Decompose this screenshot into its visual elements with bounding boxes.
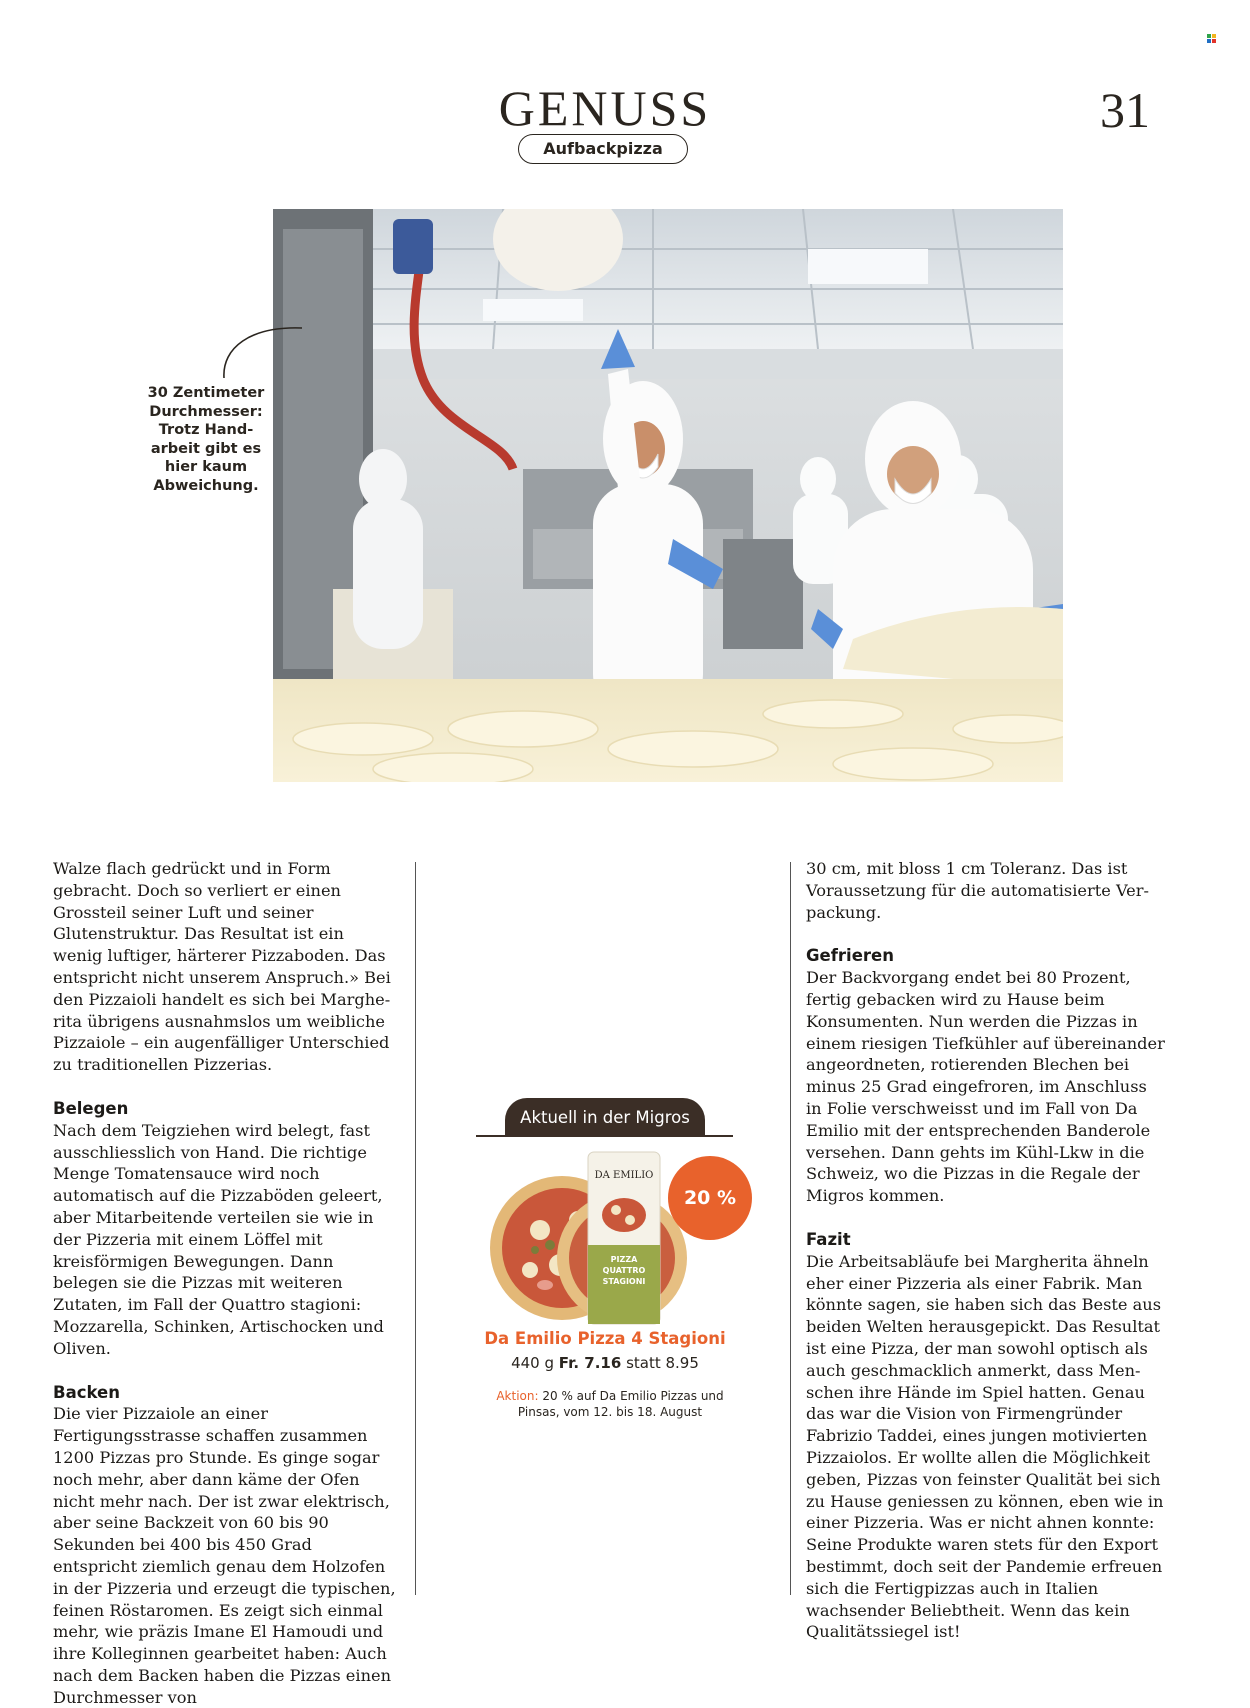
promo-label: Aktion: <box>496 1389 539 1403</box>
caption-pointer-line <box>210 320 310 380</box>
factory-photo <box>273 209 1063 782</box>
page-number: 31 <box>1100 82 1150 138</box>
topic-pill: Aufbackpizza <box>518 134 688 164</box>
ad-tab-label: Aktuell in der Migros <box>505 1098 705 1136</box>
product-name: Da Emilio Pizza 4 Stagioni <box>484 1329 726 1348</box>
product-weight: 440 g <box>511 1354 555 1372</box>
section-title: GENUSS <box>498 80 712 136</box>
ad-divider <box>476 1135 733 1137</box>
subheading-belegen: Belegen <box>53 1098 129 1118</box>
subheading-backen: Backen <box>53 1382 120 1402</box>
promo-note <box>490 1388 730 1420</box>
paragraph: Die Arbeitsabläufe bei Margherita ähneln eher einer Pizzeria als einer Fabrik. Man könnte sagen, sie haben sich das Beste aus beiden Welten herausgepickt. Das Resultat ist eine Pizza, der man sowohl optisch als auch geschmacklich anmerkt, dass Menschen ihre Hände im Spiel hatten. Genau das war die Vision von Firmengründer Fabrizio Taddei, eines jungen motivierten Pizzaiolos. Er wollte allen die Möglichkeit geben, Pizzas von feinster Qualität bei sich zu Hause geniessen zu können, eben wie in einer Pizzeria. Was er nicht ahnen konnte: Seine Produkte waren stets für den Export bestimmt, doch seit der Pandemie erfreuen sich die Fertigpizzas auch in Italien wachsender Beliebtheit. Wenn das kein Qualitätssiegel ist! <box>806 1251 1164 1642</box>
sale-price: Fr. 7.16 <box>558 1354 622 1372</box>
promo-text: 20 % auf Da Emilio Pizzas und Pinsas, vom 12. bis 18. August <box>517 1389 724 1419</box>
pack-brand: DA EMILIO <box>594 1170 654 1181</box>
paragraph: 30 cm, mit bloss 1 cm Toleranz. Das ist Voraussetzung für die automatisierte Verpackung. <box>806 859 1149 922</box>
column-divider <box>790 862 791 1595</box>
old-price: statt 8.95 <box>626 1354 699 1372</box>
paragraph: Walze flach gedrückt und in Form gebracht. Doch so verliert er einen Grossteil seiner Luft und seiner Glutenstruktur. Das Resultat ist ein wenig luftiger, härterer Pizzaboden. Das entspricht nicht unserem Anspruch.» Bei den Pizzaioli handelt es sich bei Margherita übrigens ausnahmslos um weibliche Pizzaiole – ein augenfälliger Unterschied zu traditionellen Pizzerias. <box>53 859 391 1075</box>
brand-logo-icon <box>1207 34 1216 43</box>
pack-line: STAGIONI <box>602 1277 646 1286</box>
discount-badge: 20 % <box>668 1156 752 1240</box>
paragraph: Der Backvorgang endet bei 80 Prozent, fertig gebacken wird zu Hause beim Konsumenten. Nun werden die Pizzas in einem riesigen Tiefkühler auf übereinander angeordneten, rotierenden Blechen bei minus 25 Grad eingefroren, im Anschluss in Folie verschweisst und im Fall von Da Emilio mit der entsprechenden Banderole versehen. Dann gehts im Kühl-Lkw in die Schweiz, wo die Pizzas in die Regale der Migros kommen. <box>806 968 1165 1206</box>
subheading-gefrieren: Gefrieren <box>806 946 894 966</box>
subheading-fazit: Fazit <box>806 1229 851 1249</box>
pack-line: QUATTRO <box>602 1266 646 1275</box>
article-column-left <box>53 858 398 1708</box>
product-price <box>440 1352 770 1374</box>
photo-caption: 30 Zentimeter Durchmesser: Trotz Handarbeit gibt es hier kaum Abweichung. <box>147 385 265 494</box>
pack-line: PIZZA <box>610 1255 638 1264</box>
paragraph: Die vier Pizzaiole an einer Fertigungsstrasse schaffen zusammen 1200 Pizzas pro Stunde. Es ginge sogar noch mehr, aber dann käme der Ofen nicht mehr nach. Der ist zwar elektrisch, aber seine Backzeit von 60 bis 90 Sekunden bei 400 bis 450 Grad entspricht ziemlich genau dem Holzofen in der Pizzeria und erzeugt die typischen, feinen Röstaromen. Es zeigt sich einmal mehr, wie präzis Imane El Hamoudi und ihre Kolleginnen gearbeitet haben: Auch nach dem Backen haben die Pizzas einen Durchmesser von <box>53 1404 396 1707</box>
paragraph: Nach dem Teigziehen wird belegt, fast ausschliesslich von Hand. Die richtige Menge Tomatensauce wird noch automatisch auf die Pizzaböden geleert, aber Mitarbeitende verteilen sie wie in der Pizzeria mit einem Löffel mit kreisförmigen Bewegungen. Dann belegen sie die Pizzas mit weiteren Zutaten, im Fall der Quattro stagioni: Mozzarella, Schinken, Artischocken und Oliven. <box>53 1120 384 1358</box>
column-divider <box>415 862 416 1595</box>
article-column-right <box>806 858 1166 1643</box>
